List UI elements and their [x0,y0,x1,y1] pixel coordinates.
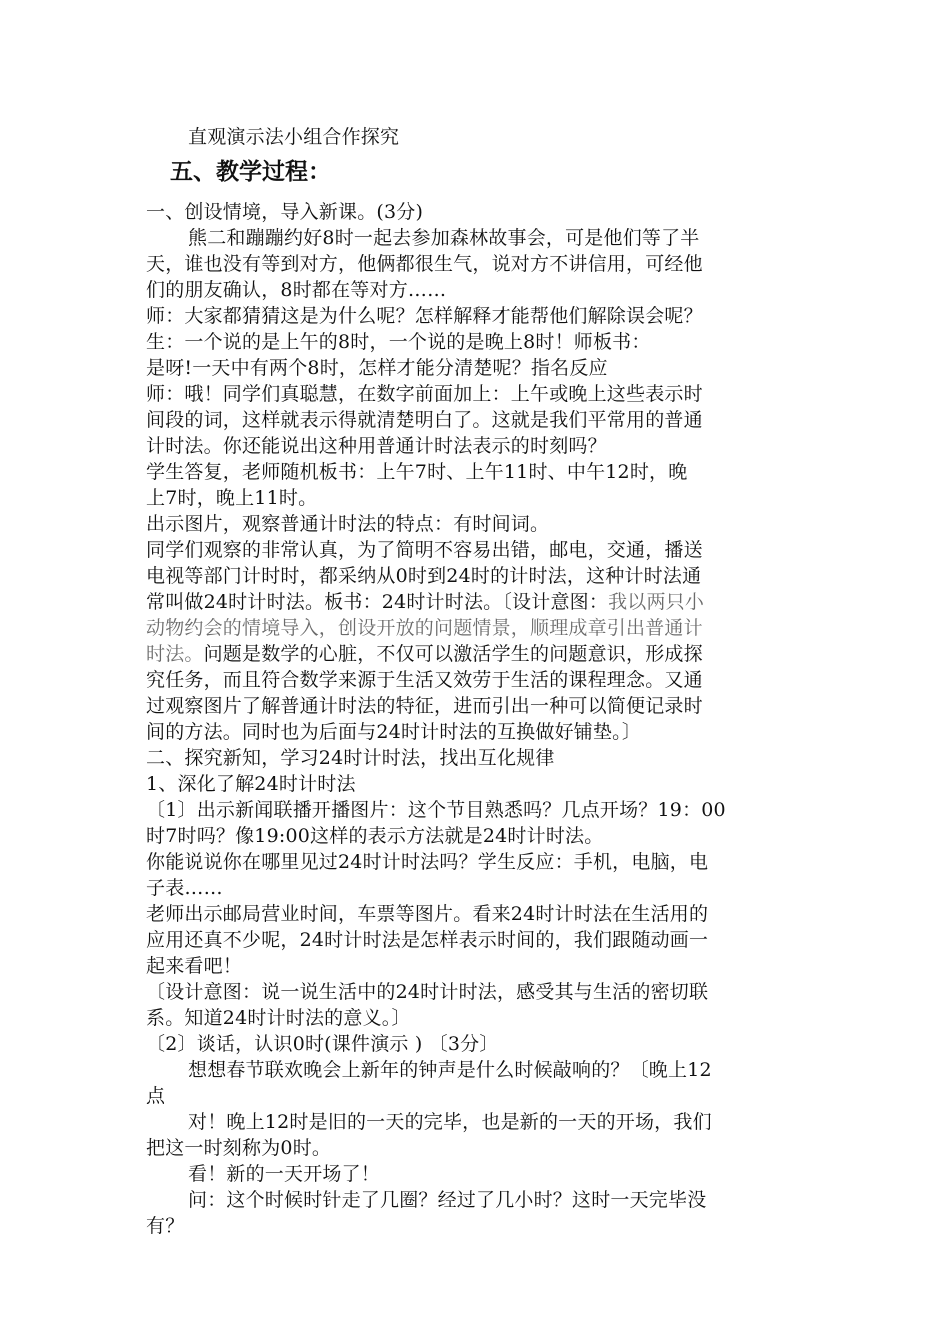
subsection-heading: 1、深化了解24时计时法 [146,773,356,795]
paragraph-line: 电视等部门计时时，都采纳从0时到24时的计时法，这种计时法通 [146,565,702,587]
paragraph-line: 同学们观察的非常认真，为了简明不容易出错，邮电，交通，播送 [146,539,703,561]
design-intent-text: 我以两只小 [608,591,705,613]
paragraph-line: 师：哦！同学们真聪慧，在数字前面加上：上午或晚上这些表示时 [146,383,703,405]
paragraph-line: 计时法。你还能说出这种用普通计时法表示的时刻吗？ [146,435,607,457]
paragraph-line: 究任务，而且符合数学来源于生活又效劳于生活的课程理念。又通 [146,669,703,691]
paragraph-line: 生：一个说的是上午的8时，一个说的是晚上8时！师板书： [146,331,651,353]
paragraph-line: 子表…… [146,877,223,899]
paragraph-line: 上7时，晚上11时。 [146,487,318,509]
paragraph-line [146,589,816,615]
paragraph-line: 起来看吧！ [146,955,243,977]
paragraph-line: 应用还真不少呢，24时计时法是怎样表示时间的，我们跟随动画一 [146,929,709,951]
paragraph-line: 看！新的一天开场了！ [188,1163,381,1185]
paragraph-line: 〔1〕出示新闻联播开播图片：这个节目熟悉吗？几点开场？19：00 [146,799,726,821]
design-intent-text: 时法。 [146,643,204,665]
paragraph-line: 时7时吗？像19:00这样的表示方法就是24时计时法。 [146,825,604,847]
paragraph-line: 天，谁也没有等到对方，他俩都很生气，说对方不讲信用，可经他 [146,253,703,275]
paragraph-line: 们的朋友确认，8时都在等对方…… [146,279,447,301]
paragraph-line: 系。知道24时计时法的意义。〕 [146,1007,411,1029]
paragraph-line: 对！晚上12时是旧的一天的完毕，也是新的一天的开场，我们 [188,1111,712,1133]
paragraph-line: 把这一时刻称为0时。 [146,1137,332,1159]
paragraph-line: 间的方法。同时也为后面与24时计时法的互换做好铺垫。〕 [146,721,642,743]
subsection-heading: 一、创设情境，导入新课。(3分) [146,201,424,223]
paragraph-line: 是呀!一天中有两个8时，怎样才能分清楚呢？指名反应 [146,357,608,379]
paragraph-line: 熊二和蹦蹦约好8时一起去参加森林故事会，可是他们等了半 [188,227,700,249]
paragraph-line: 〔设计意图：说一说生活中的24时计时法，感受其与生活的密切联 [146,981,709,1003]
design-intent-line: 动物约会的情境导入，创设开放的问题情景，顺理成章引出普通计 [146,617,703,639]
paragraph-line: 老师出示邮局营业时间，车票等图片。看来24时计时法在生活用的 [146,903,709,925]
paragraph-line: 想想春节联欢晚会上新年的钟声是什么时候敲响的？〔晚上12 [188,1059,712,1081]
subsection-heading: 二、探究新知，学习24时计时法，找出互化规律 [146,747,555,769]
paragraph-text: 常叫做24时计时法。板书：24时计时法。〔设计意图： [146,591,609,613]
paragraph-line: 问：这个时候时针走了几圈？经过了几小时？这时一天完毕没 [188,1189,707,1211]
paragraph-line: 有？ [146,1215,185,1237]
paragraph-line: 过观察图片了解普通计时法的特征，进而引出一种可以简便记录时 [146,695,703,717]
teaching-method-line: 直观演示法小组合作探究 [188,126,400,148]
section-heading: 五、教学过程： [170,159,331,185]
paragraph-line: 点 [146,1085,166,1107]
paragraph-text: 问题是数学的心脏，不仅可以激活学生的问题意识，形成探 [203,643,703,665]
paragraph-line: 学生答复，老师随机板书：上午7时、上午11时、中午12时，晚 [146,461,688,483]
paragraph-line: 间段的词，这样就表示得就清楚明白了。这就是我们平常用的普通 [146,409,703,431]
paragraph-line: 出示图片，观察普通计时法的特点：有时间词。 [146,513,550,535]
paragraph-line: 你能说说你在哪里见过24时计时法吗？学生反应：手机，电脑，电 [146,851,709,873]
paragraph-line: 〔2〕谈话，认识0时(课件演示 ) 〔3分〕 [146,1033,499,1055]
paragraph-line: 师：大家都猜猜这是为什么呢？怎样解释才能帮他们解除误会呢？ [146,305,703,327]
paragraph-line [146,641,816,667]
